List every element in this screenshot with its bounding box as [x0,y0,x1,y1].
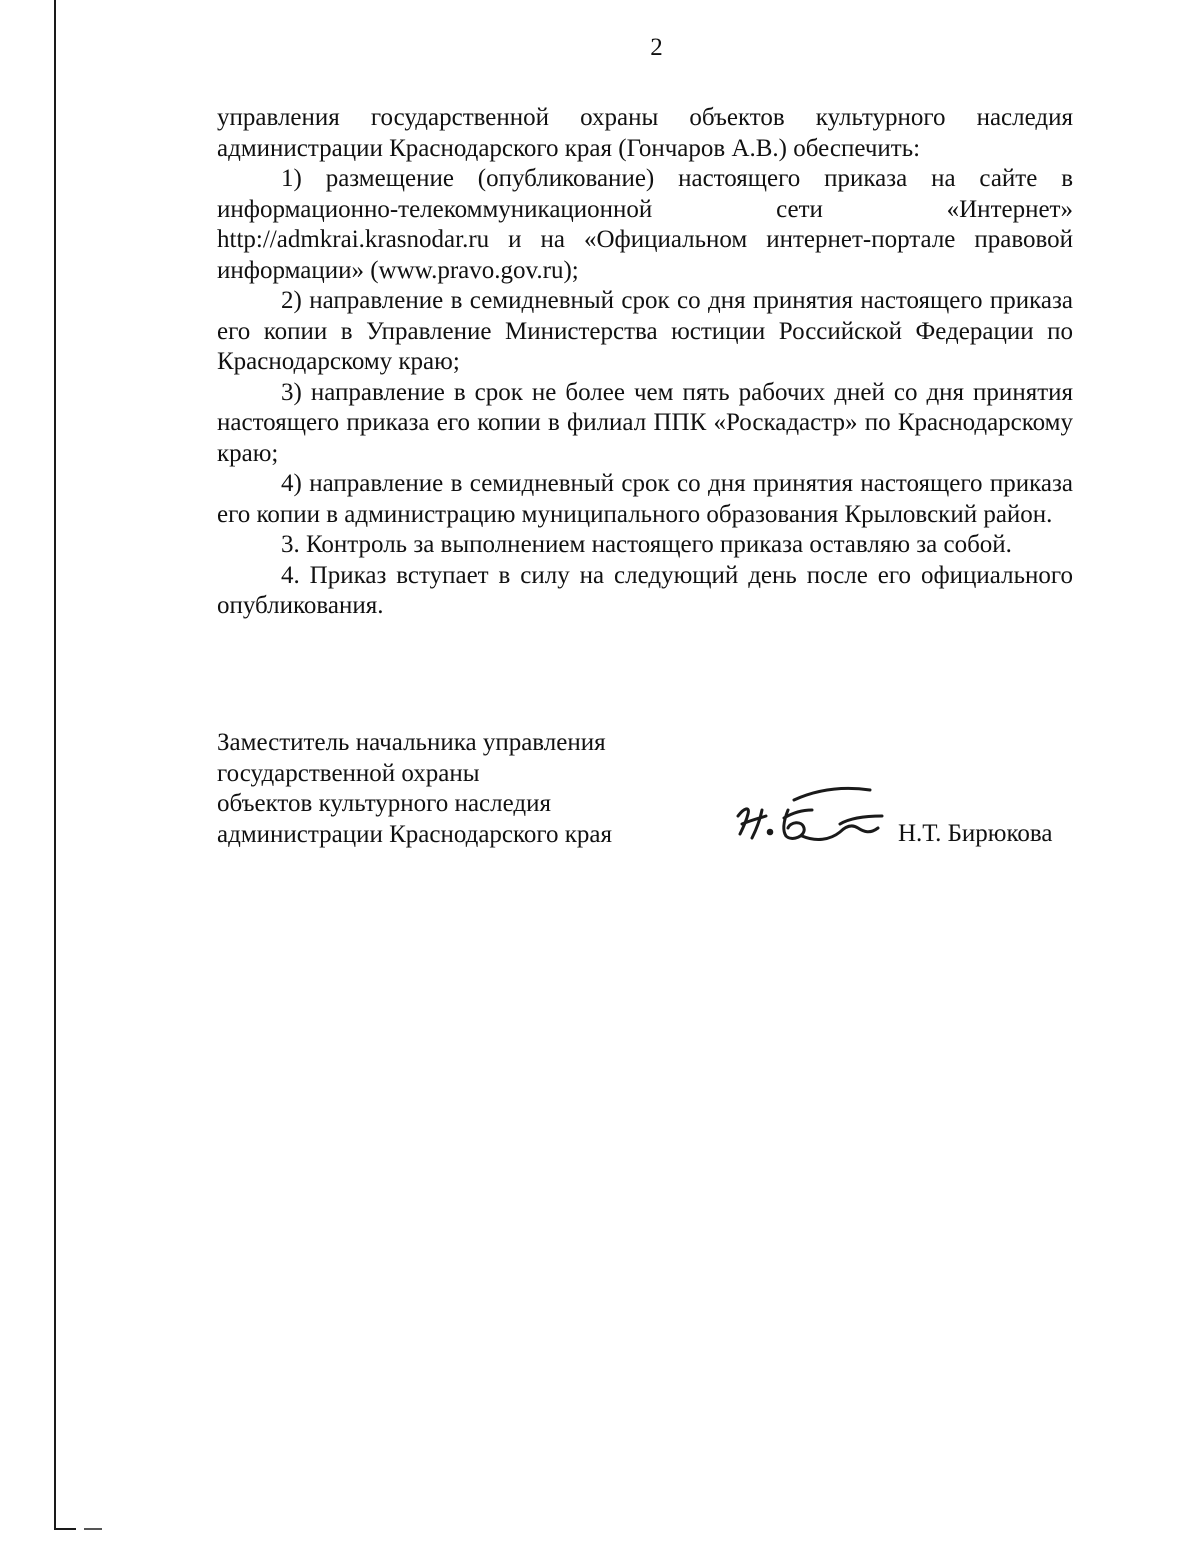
scan-left-border [54,0,56,1530]
paragraph-clause-3: 3. Контроль за выполнением настоящего приказа оставляю за собой. [281,531,1012,558]
position-line: администрации Краснодарского края [217,820,613,848]
scan-artifact-mark [84,1528,102,1530]
page-number: 2 [650,34,663,61]
paragraph-item-3: 3) направление в срок не более чем пять рабочих дней со дня принятия настоящего приказа его копии в филиал ППК «Роскадастр» по Краснодарскому краю; [217,378,1073,467]
handwritten-signature [732,780,892,850]
paragraph-item-2: 2) направление в семидневный срок со дня принятия настоящего приказа его копии в Управление Министерства юстиции Российской Федерации по Краснодарскому краю; [217,287,1073,375]
paragraph-item-4: 4) направление в семидневный срок со дня принятия настоящего приказа его копии в администрацию муниципального образования Крыловский район. [217,470,1073,528]
position-line: объектов культурного наследия [217,790,551,817]
signer-name: Н.Т. Бирюкова [898,820,1053,847]
scan-bottom-mark [54,1528,76,1530]
position-line: государственной охраны [217,759,480,787]
paragraph-clause-4: 4. Приказ вступает в силу на следующий день после его официального опубликования. [217,561,1073,619]
document-body [217,103,1073,622]
paragraph-item-1: 1) размещение (опубликование) настоящего приказа на сайте в информационно-телекоммуникационной сети «Интернет» http://admkrai.krasnodar.ru и на «Официальном интернет-портале правовой информации» (www.pravo.gov.ru); [217,165,1073,284]
position-line: Заместитель начальника управления [217,729,606,756]
signatory-position [217,728,612,850]
paragraph-continuation: управления государственной охраны объектов культурного наследия администрации Краснодарского края (Гончаров А.В.) обеспечить: [217,104,1073,162]
